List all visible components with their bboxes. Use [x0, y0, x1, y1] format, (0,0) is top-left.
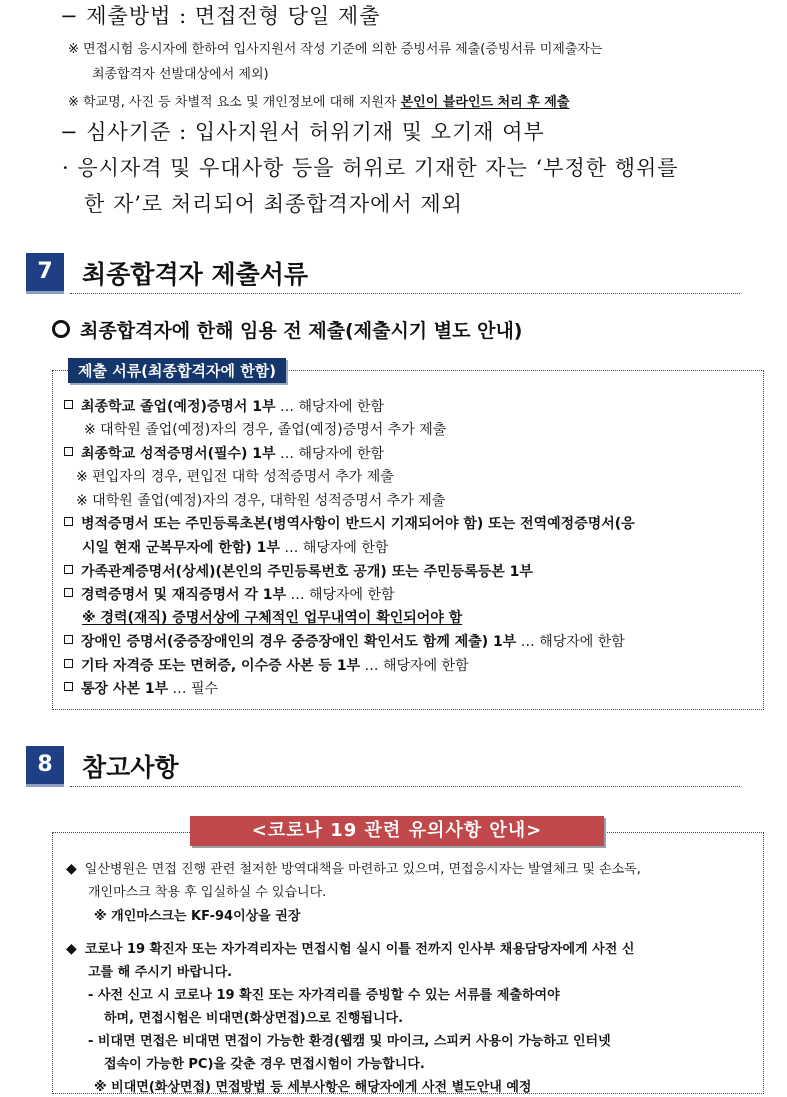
doc-note-transfer: ※ 편입자의 경우, 편입전 대학 성적증명서 추가 제출: [76, 469, 394, 485]
note-blind-text: ※ 학교명, 사진 등 차별적 요소 및 개인정보에 대해 지원자: [68, 95, 401, 110]
section7-subheading-text: 최종합격자에 한해 임용 전 제출(제출시기 별도 안내): [80, 320, 523, 342]
section7-divider: [70, 293, 740, 294]
covid-box-label: <코로나 19 관련 유의사항 안내>: [190, 816, 604, 846]
doc-item-certificates: 기타 자격증 또는 면허증, 이수증 사본 등 1부 … 해당자에 한함: [64, 655, 469, 675]
covid-p2-line1: ◆ 코로나 19 확진자 또는 자가격리자는 면접시험 실시 이틀 전까지 인사부 채용담당자에게 사전 신: [66, 941, 635, 957]
square-bullet-icon: [64, 400, 73, 409]
section8-number: 8: [26, 746, 64, 787]
square-bullet-icon: [64, 659, 73, 668]
section8-title: 참고사항: [82, 753, 179, 782]
section7-subheading: [52, 316, 523, 343]
doc-item-military: 병적증명서 또는 주민등록초본(병역사항이 반드시 기재되어야 함) 또는 전역예정증명서(응: [64, 513, 635, 533]
square-bullet-icon: [64, 682, 73, 691]
false-statement-line2: 한 자’로 처리되어 최종합격자에서 제외: [84, 192, 463, 216]
square-bullet-icon: [64, 635, 73, 644]
covid-p1-note: ※ 개인마스크는 KF-94이상을 권장: [94, 909, 301, 924]
diamond-bullet-icon: ◆: [66, 861, 77, 877]
diamond-bullet-icon: ◆: [66, 941, 77, 957]
covid-p1-line1: ◆ 일산병원은 면접 진행 관련 철저한 방역대책을 마련하고 있으며, 면접응시자는 발열체크 및 손소독,: [66, 861, 641, 877]
criteria-line: − 심사기준 : 입사지원서 허위기재 및 오기재 여부: [60, 120, 545, 144]
documents-box-label: 제출 서류(최종합격자에 한함): [68, 358, 286, 383]
covid-p2-detail1-line2: 하며, 면접시험은 비대면(화상면접)으로 진행됩니다.: [104, 1011, 404, 1026]
circle-bullet-icon: [52, 320, 70, 338]
doc-item-career: 경력증명서 및 재직증명서 각 1부 … 해당자에 한함: [64, 584, 395, 604]
doc-item-graduation: 최종학교 졸업(예정)증명서 1부 … 해당자에 한함: [64, 396, 384, 416]
covid-p2-detail2-line2: 접속이 가능한 PC)을 갖춘 경우 면접시험이 가능합니다.: [104, 1057, 425, 1072]
submission-method-line: − 제출방법 : 면접전형 당일 제출: [60, 4, 381, 28]
note-evidence-line1: ※ 면접시험 응시자에 한하여 입사지원서 작성 기준에 의한 증빙서류 제출(증빙서류 미제출자는: [68, 42, 603, 57]
doc-note-career-detail: ※ 경력(재직) 증명서상에 구체적인 업무내역이 확인되어야 함: [82, 610, 463, 626]
doc-item-transcript: 최종학교 성적증명서(필수) 1부 … 해당자에 한함: [64, 443, 384, 463]
note-evidence-line2: 최종합격자 선발대상에서 제외): [92, 67, 269, 82]
section7-title: 최종합격자 제출서류: [82, 260, 309, 289]
covid-p1-line2: 개인마스크 착용 후 입실하실 수 있습니다.: [88, 885, 327, 900]
note-blind-emphasis: 본인이 블라인드 처리 후 제출: [400, 95, 570, 110]
false-statement-line1: · 응시자격 및 우대사항 등을 허위로 기재한 자는 ‘부정한 행위를: [62, 156, 679, 180]
covid-p2-note: ※ 비대면(화상면접) 면접방법 등 세부사항은 해당자에게 사전 별도안내 예정: [94, 1080, 532, 1095]
square-bullet-icon: [64, 447, 73, 456]
section8-divider: [70, 786, 740, 787]
covid-p2-detail1-line1: - 사전 신고 시 코로나 19 확진 또는 자가격리를 증빙할 수 있는 서류를 제출하여야: [88, 988, 560, 1003]
doc-note-grad-school-grad: ※ 대학원 졸업(예정)자의 경우, 졸업(예정)증명서 추가 제출: [84, 422, 447, 438]
square-bullet-icon: [64, 517, 73, 526]
doc-note-grad-school-transcript: ※ 대학원 졸업(예정)자의 경우, 대학원 성적증명서 추가 제출: [76, 493, 446, 509]
covid-p2-detail2-line1: - 비대면 면접은 비대면 면접이 가능한 환경(웹캠 및 마이크, 스피커 사용이 가능하고 인터넷: [88, 1034, 611, 1049]
doc-item-military-cont: 시일 현재 군복무자에 한함) 1부 … 해당자에 한함: [82, 540, 389, 556]
doc-item-bankbook: 통장 사본 1부 … 필수: [64, 678, 218, 698]
square-bullet-icon: [64, 588, 73, 597]
note-blind-line: [68, 91, 569, 110]
doc-item-family: 가족관계증명서(상세)(본인의 주민등록번호 공개) 또는 주민등록등본 1부: [64, 561, 533, 581]
doc-item-disability: 장애인 증명서(중증장애인의 경우 중증장애인 확인서도 함께 제출) 1부 … 해당자에 한함: [64, 631, 625, 651]
section7-number: 7: [26, 253, 64, 294]
covid-p2-line2: 고를 해 주시기 바랍니다.: [88, 965, 233, 980]
square-bullet-icon: [64, 565, 73, 574]
